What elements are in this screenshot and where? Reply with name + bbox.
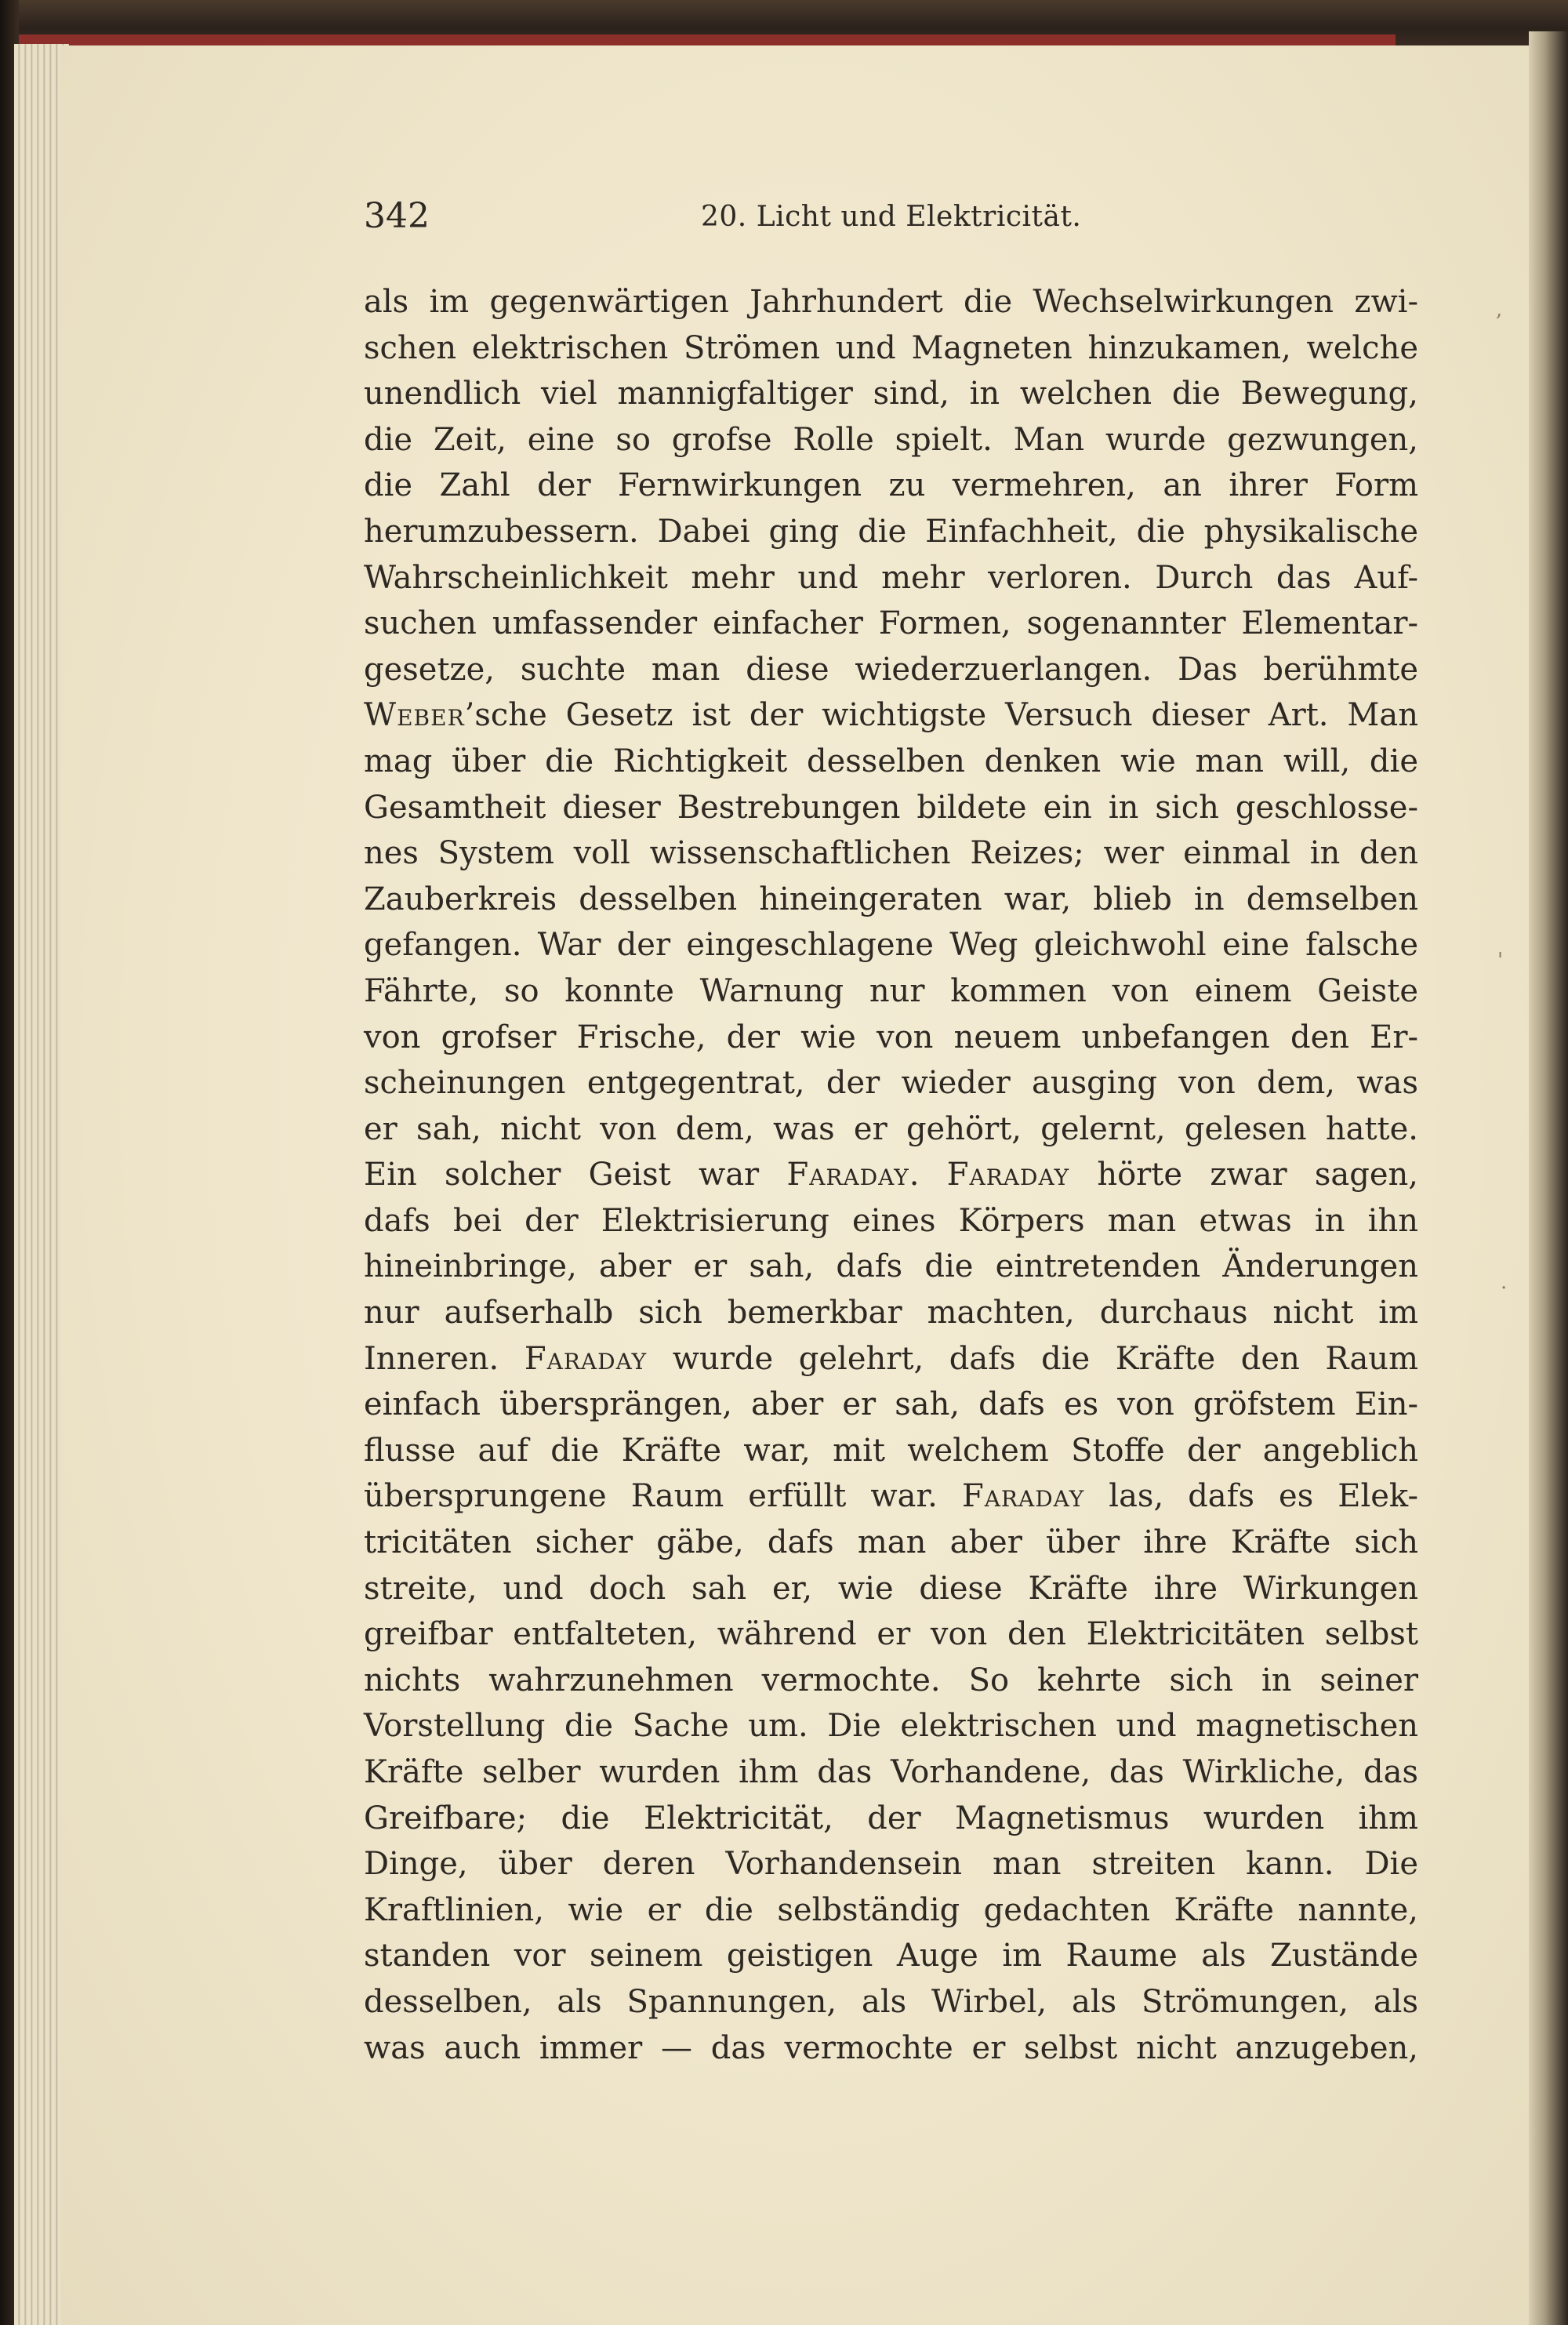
text-line: was auch immer — das vermochte er selbst nicht anzugeben,	[364, 2029, 1418, 2066]
text-line: von grofser Frische, der wie von neuem unbefangen den Er-	[364, 1019, 1418, 1055]
text-line: Ein solcher Geist war Faraday. Faraday hörte zwar sagen,	[364, 1157, 1418, 1193]
text-line: dafs bei der Elektrisierung eines Körpers man etwas in ihn	[364, 1202, 1418, 1239]
text-line: hineinbringe, aber er sah, dafs die eintretenden Änderungen	[364, 1248, 1418, 1285]
text-line: Kräfte selber wurden ihm das Vorhandene, das Wirkliche, das	[364, 1754, 1418, 1790]
page-gutter-shadow	[1529, 31, 1568, 2325]
margin-speck: ,	[1496, 298, 1503, 322]
text-line: nur aufserhalb sich bemerkbar machten, durchaus nicht im	[364, 1295, 1418, 1331]
text-line: als im gegenwärtigen Jahrhundert die Wechselwirkungen zwi-	[364, 284, 1418, 320]
text-line: flusse auf die Kräfte war, mit welchem Stoffe der angeblich	[364, 1432, 1418, 1469]
margin-speck: .	[1501, 1270, 1508, 1294]
author-name: Faraday	[946, 1157, 1070, 1193]
author-name: Weber	[364, 697, 465, 734]
text-line: übersprungene Raum erfüllt war. Faraday las, dafs es Elek-	[364, 1478, 1418, 1515]
text-line: Kraftlinien, wie er die selbständig gedachten Kräfte nannte,	[364, 1891, 1418, 1928]
text-line: nichts wahrzunehmen vermochte. So kehrte sich in seiner	[364, 1662, 1418, 1698]
text-line: schen elektrischen Strömen und Magneten hinzukamen, welche	[364, 329, 1418, 366]
text-line: herumzubessern. Dabei ging die Einfachheit, die physikalische	[364, 513, 1418, 550]
margin-speck: '	[1497, 949, 1504, 972]
text-line: Greifbare; die Elektricität, der Magnetismus wurden ihm	[364, 1800, 1418, 1836]
author-name: Faraday	[524, 1340, 648, 1377]
text-line: Gesamtheit dieser Bestrebungen bildete ein in sich geschlosse-	[364, 789, 1418, 826]
text-line: Vorstellung die Sache um. Die elektrischen und magnetischen	[364, 1708, 1418, 1745]
text-line: die Zahl der Fernwirkungen zu vermehren, an ihrer Form	[364, 467, 1418, 504]
text-line: die Zeit, eine so grofse Rolle spielt. Man wurde gezwungen,	[364, 421, 1418, 458]
text-line: Dinge, über deren Vorhandensein man streiten kann. Die	[364, 1846, 1418, 1883]
author-name: Faraday	[961, 1478, 1085, 1515]
text-line: gesetze, suchte man diese wiederzuerlangen. Das berühmte	[364, 651, 1418, 688]
text-line: greifbar entfalteten, während er von den Elektricitäten selbst	[364, 1616, 1418, 1653]
text-line: standen vor seinem geistigen Auge im Raume als Zustände	[364, 1938, 1418, 1974]
text-line: Zauberkreis desselben hineingeraten war, blieb in demselben	[364, 881, 1418, 917]
page-number: 342	[364, 196, 430, 236]
text-line: Wahrscheinlichkeit mehr und mehr verloren. Durch das Auf-	[364, 559, 1418, 596]
author-name: Faraday	[786, 1157, 909, 1193]
text-line: tricitäten sicher gäbe, dafs man aber über ihre Kräfte sich	[364, 1524, 1418, 1561]
text-line: Weber’sche Gesetz ist der wichtigste Versuch dieser Art. Man	[364, 697, 1418, 734]
text-line: Fährte, so konnte Warnung nur kommen von einem Geiste	[364, 972, 1418, 1009]
text-line: nes System voll wissenschaftlichen Reizes; wer einmal in den	[364, 835, 1418, 872]
text-line: mag über die Richtigkeit desselben denken wie man will, die	[364, 743, 1418, 779]
body-text	[364, 279, 1418, 2071]
text-line: desselben, als Spannungen, als Wirbel, als Strömungen, als	[364, 1983, 1418, 2020]
text-line: unendlich viel mannigfaltiger sind, in welchen die Bewegung,	[364, 376, 1418, 412]
book-cover-red-edge	[0, 35, 1396, 45]
text-line: er sah, nicht von dem, was er gehört, gelernt, gelesen hatte.	[364, 1110, 1418, 1147]
text-line: Inneren. Faraday wurde gelehrt, dafs die Kräfte den Raum	[364, 1340, 1418, 1377]
text-line: einfach übersprängen, aber er sah, dafs es von gröfstem Ein-	[364, 1386, 1418, 1423]
text-line: streite, und doch sah er, wie diese Kräfte ihre Wirkungen	[364, 1570, 1418, 1607]
running-head: 20. Licht und Elektricität.	[701, 201, 1082, 233]
text-line: gefangen. War der eingeschlagene Weg gleichwohl eine falsche	[364, 927, 1418, 964]
text-line: scheinungen entgegentrat, der wieder ausging von dem, was	[364, 1065, 1418, 1102]
page-header	[364, 194, 1430, 242]
text-line: suchen umfassender einfacher Formen, sogenannter Elementar-	[364, 605, 1418, 642]
